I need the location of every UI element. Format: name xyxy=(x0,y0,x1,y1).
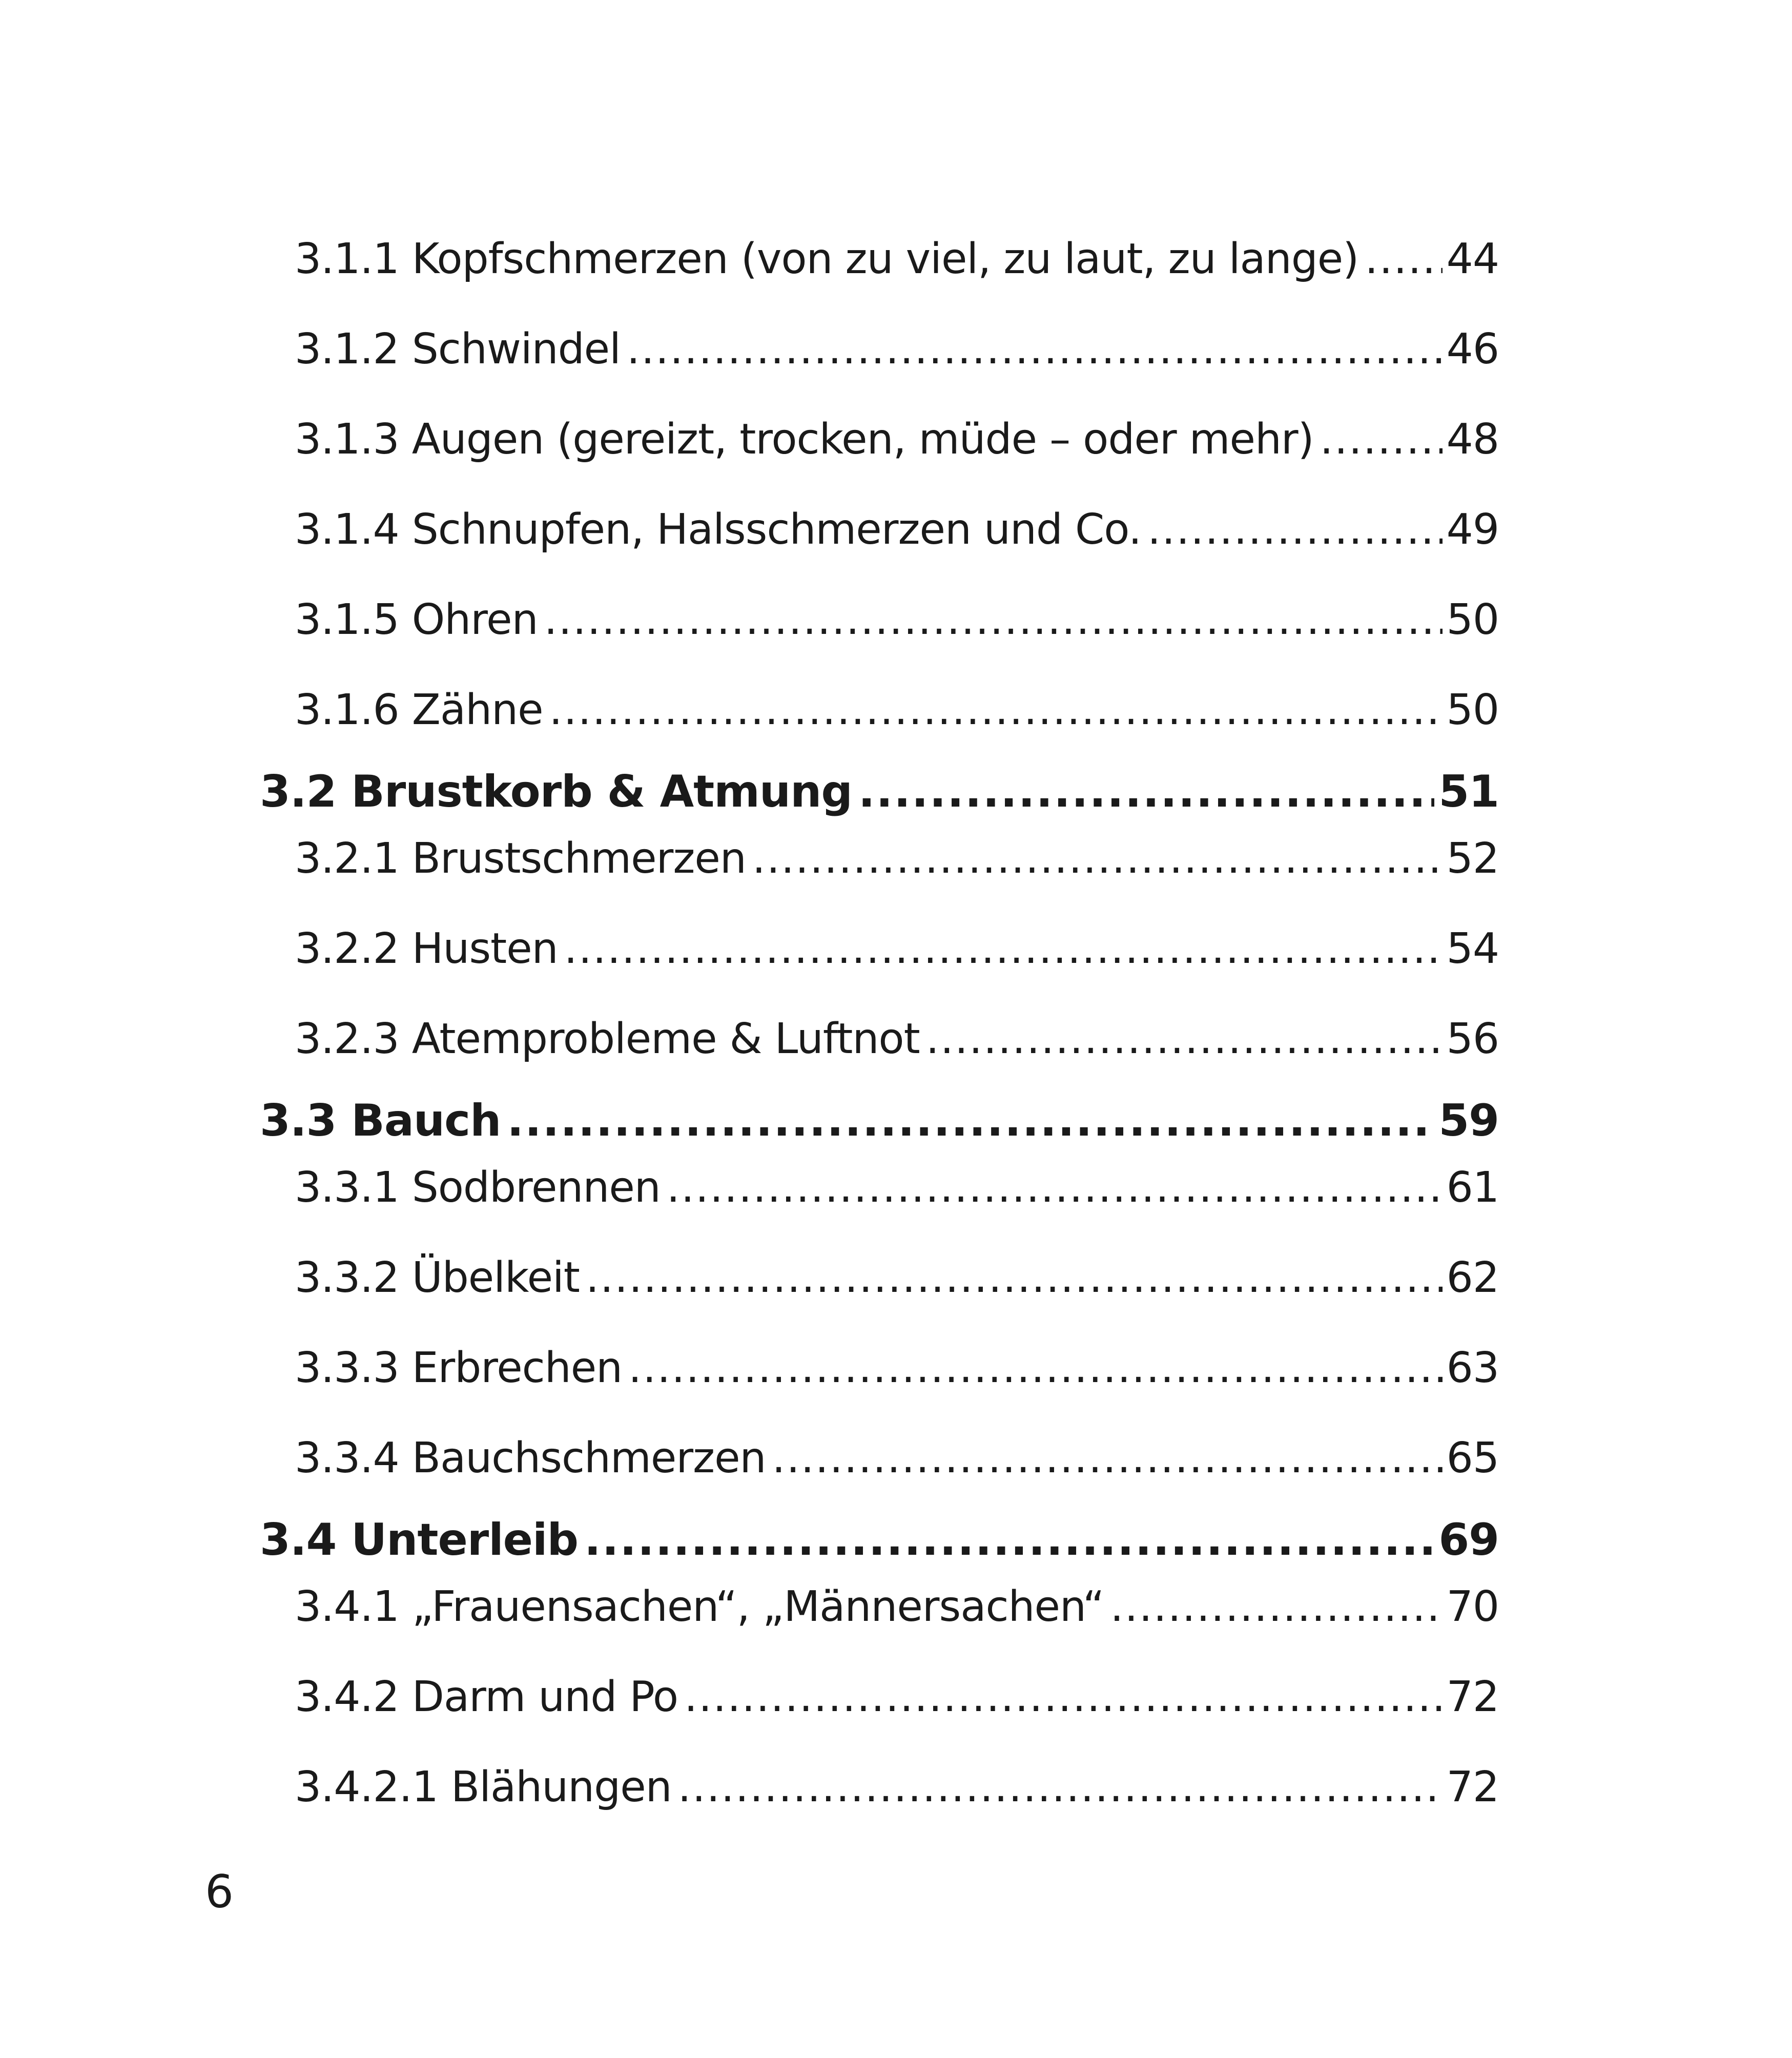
toc-entry-page: 44 xyxy=(1446,234,1499,283)
toc-entry-label: 3.2.1 Brustschmerzen xyxy=(295,834,746,883)
toc-entry-page: 61 xyxy=(1446,1163,1499,1212)
toc-entry-3-4-2[interactable] xyxy=(295,1663,1499,1730)
toc-entry-page: 72 xyxy=(1446,1762,1499,1812)
toc-entry-page: 52 xyxy=(1446,834,1499,883)
toc-entry-page: 50 xyxy=(1446,685,1499,734)
toc-leader-dots xyxy=(628,1344,1443,1392)
toc-entry-page: 46 xyxy=(1446,324,1499,374)
toc-entry-label: 3.4.1 „Frauensachen“, „Männersachen“ xyxy=(295,1582,1104,1631)
toc-entry-page: 69 xyxy=(1438,1514,1499,1566)
toc-entry-label: 3.3.2 Übelkeit xyxy=(295,1253,580,1302)
toc-leader-dots xyxy=(684,1673,1443,1721)
toc-leader-dots xyxy=(564,924,1443,973)
page-number: 6 xyxy=(205,1865,234,1918)
toc-leader-dots xyxy=(627,325,1443,374)
toc-entry-page: 54 xyxy=(1446,924,1499,973)
toc-entry-3-3-4[interactable] xyxy=(295,1425,1499,1491)
toc-entry-3-1-3[interactable] xyxy=(295,406,1499,472)
toc-leader-dots xyxy=(544,595,1443,644)
toc-entry-label: 3.1.1 Kopfschmerzen (von zu viel, zu laut, zu lange) xyxy=(295,234,1359,283)
toc-entry-page: 56 xyxy=(1446,1014,1499,1063)
toc-entry-label: 3.2.3 Atemprobleme & Luftnot xyxy=(295,1014,920,1063)
toc-entry-page: 65 xyxy=(1446,1433,1499,1483)
toc-leader-dots xyxy=(586,1253,1443,1302)
toc-entry-label: 3.2.2 Husten xyxy=(295,924,558,973)
toc-entry-3-3[interactable] xyxy=(260,1087,1499,1154)
toc-leader-dots xyxy=(1147,505,1443,554)
toc-entry-label: 3.3 Bauch xyxy=(260,1095,501,1146)
toc-entry-page: 48 xyxy=(1446,415,1499,464)
toc-leader-dots xyxy=(926,1015,1443,1063)
toc-entry-page: 62 xyxy=(1446,1253,1499,1302)
toc-entry-3-2[interactable] xyxy=(260,758,1499,825)
toc-entry-3-2-3[interactable] xyxy=(295,1005,1499,1072)
toc-entry-3-1-2[interactable] xyxy=(295,316,1499,382)
toc-entry-3-1-6[interactable] xyxy=(295,676,1499,743)
toc-leader-dots xyxy=(1320,415,1443,464)
toc-entry-label: 3.1.5 Ohren xyxy=(295,595,538,644)
toc-leader-dots xyxy=(507,1095,1434,1146)
toc-entry-label: 3.4 Unterleib xyxy=(260,1514,579,1566)
toc-leader-dots xyxy=(752,834,1443,883)
toc-entry-3-3-2[interactable] xyxy=(295,1244,1499,1311)
toc-entry-label: 3.4.2.1 Blähungen xyxy=(295,1762,672,1812)
toc-entry-3-1-1[interactable] xyxy=(295,225,1499,292)
toc-leader-dots xyxy=(1110,1582,1442,1631)
toc-entry-page: 49 xyxy=(1446,505,1499,554)
toc-entry-label: 3.3.4 Bauchschmerzen xyxy=(295,1433,766,1483)
toc-entry-label: 3.3.3 Erbrechen xyxy=(295,1343,623,1392)
toc-entry-label: 3.1.3 Augen (gereizt, trocken, müde – oder mehr) xyxy=(295,415,1314,464)
toc-entry-3-3-3[interactable] xyxy=(295,1334,1499,1401)
toc-leader-dots xyxy=(584,1514,1434,1566)
toc-entry-label: 3.4.2 Darm und Po xyxy=(295,1672,678,1721)
toc-entry-page: 72 xyxy=(1446,1672,1499,1721)
toc-entry-3-1-4[interactable] xyxy=(295,496,1499,563)
toc-entry-3-4[interactable] xyxy=(260,1507,1499,1573)
toc-leader-dots xyxy=(1365,235,1442,283)
toc-entry-3-4-1[interactable] xyxy=(295,1573,1499,1640)
toc-leader-dots xyxy=(772,1434,1443,1483)
toc-entry-label: 3.1.6 Zähne xyxy=(295,685,543,734)
toc-entry-page: 59 xyxy=(1438,1095,1499,1146)
toc-leader-dots xyxy=(667,1163,1443,1212)
toc-entry-label: 3.2 Brustkorb & Atmung xyxy=(260,766,852,817)
toc-entry-3-2-2[interactable] xyxy=(295,915,1499,982)
toc-entry-label: 3.1.2 Schwindel xyxy=(295,324,621,374)
toc-leader-dots xyxy=(549,686,1443,734)
toc-entry-label: 3.3.1 Sodbrennen xyxy=(295,1163,661,1212)
toc-entry-page: 51 xyxy=(1438,766,1499,817)
toc-entry-label: 3.1.4 Schnupfen, Halsschmerzen und Co. xyxy=(295,505,1142,554)
toc-entry-3-3-1[interactable] xyxy=(295,1154,1499,1221)
toc-entry-page: 70 xyxy=(1446,1582,1499,1631)
toc-entry-3-1-5[interactable] xyxy=(295,586,1499,653)
toc-entry-3-4-2-1[interactable] xyxy=(295,1754,1499,1820)
toc-entry-page: 50 xyxy=(1446,595,1499,644)
toc-entry-3-2-1[interactable] xyxy=(295,825,1499,892)
toc-leader-dots xyxy=(858,766,1434,817)
toc-entry-page: 63 xyxy=(1446,1343,1499,1392)
toc-leader-dots xyxy=(678,1763,1443,1812)
